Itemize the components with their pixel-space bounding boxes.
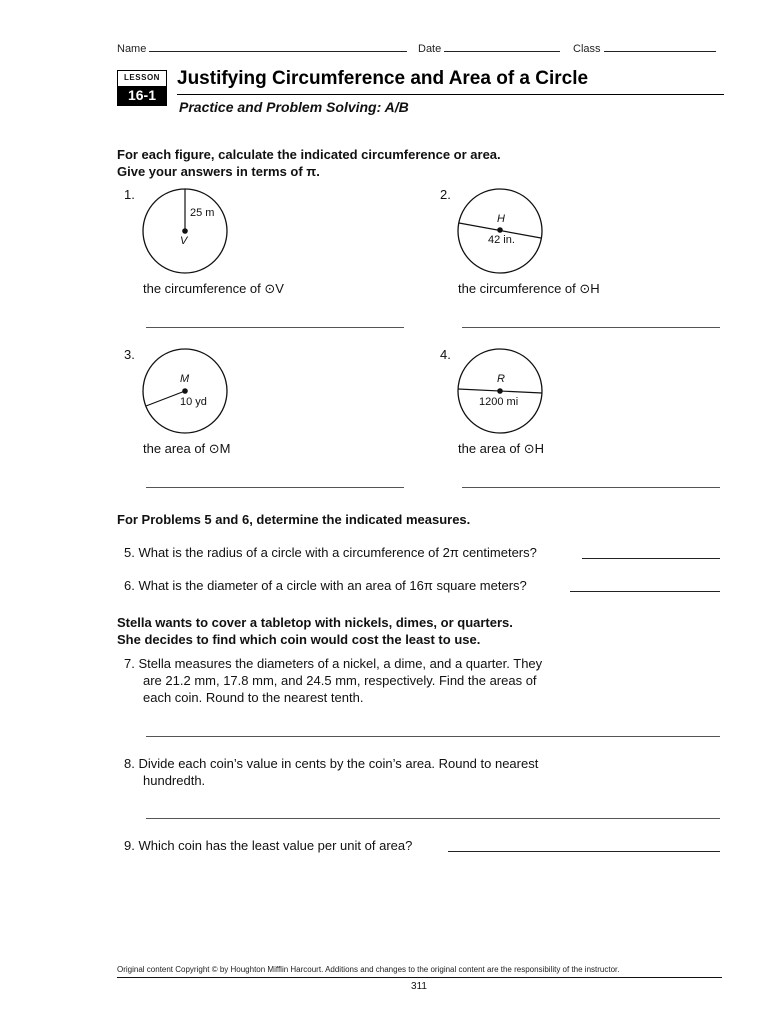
title-divider bbox=[177, 94, 724, 95]
figure-4-circle bbox=[455, 346, 547, 438]
figure-1-measure: 25 m bbox=[190, 207, 215, 219]
figure-4-center: R bbox=[497, 373, 505, 385]
section-2-heading: For Problems 5 and 6, determine the indicated measures. bbox=[117, 512, 471, 527]
date-blank[interactable] bbox=[444, 39, 560, 52]
question-5: 5. What is the radius of a circle with a circumference of 2π centimeters? bbox=[124, 545, 537, 560]
question-7-line-2: are 21.2 mm, 17.8 mm, and 24.5 mm, respectively. Find the areas of bbox=[143, 673, 537, 688]
section-3-heading-1: Stella wants to cover a tabletop with nickels, dimes, or quarters. bbox=[117, 615, 513, 630]
page-number: 311 bbox=[411, 981, 427, 992]
instructions-line-2: Give your answers in terms of π. bbox=[117, 164, 320, 179]
section-3-heading-2: She decides to find which coin would cost the least to use. bbox=[117, 632, 481, 647]
figure-1-center: V bbox=[180, 235, 188, 247]
class-label: Class bbox=[573, 43, 601, 55]
figure-2-measure: 42 in. bbox=[488, 234, 515, 246]
question-7-line-3: each coin. Round to the nearest tenth. bbox=[143, 690, 364, 705]
question-8-line-2: hundredth. bbox=[143, 773, 206, 788]
figure-1-number: 1. bbox=[124, 187, 135, 202]
class-blank[interactable] bbox=[604, 39, 716, 52]
footer-copyright: Original content Copyright © by Houghton Mifflin Harcourt. Additions and changes to the original content are the responsibility of the instructor. bbox=[117, 965, 620, 974]
class-field bbox=[573, 39, 716, 55]
answer-line-3[interactable] bbox=[146, 487, 404, 488]
question-6: 6. What is the diameter of a circle with an area of 16π square meters? bbox=[124, 578, 527, 593]
figure-2-number: 2. bbox=[440, 187, 451, 202]
figure-2-circle bbox=[455, 186, 547, 278]
date-field bbox=[418, 39, 560, 55]
figure-2-prompt: the circumference of ⊙H bbox=[458, 281, 600, 296]
answer-line-6[interactable] bbox=[570, 591, 720, 592]
question-9: 9. Which coin has the least value per unit of area? bbox=[124, 838, 413, 853]
figure-4-measure: 1200 mi bbox=[479, 396, 519, 408]
footer-divider bbox=[117, 977, 722, 978]
date-label: Date bbox=[418, 43, 442, 55]
name-label: Name bbox=[117, 43, 147, 55]
figure-3-measure: 10 yd bbox=[180, 396, 207, 408]
figure-1-prompt: the circumference of ⊙V bbox=[143, 281, 284, 296]
figure-3-prompt: the area of ⊙M bbox=[143, 441, 231, 456]
name-field bbox=[117, 39, 407, 55]
figure-4-number: 4. bbox=[440, 347, 451, 362]
figure-3-circle bbox=[140, 346, 232, 438]
answer-line-8[interactable] bbox=[146, 818, 720, 819]
answer-line-5[interactable] bbox=[582, 558, 720, 559]
name-blank[interactable] bbox=[149, 39, 407, 52]
page-title: Justifying Circumference and Area of a Circle bbox=[177, 68, 589, 89]
question-8-line-1: 8. Divide each coin’s value in cents by the coin’s area. Round to nearest bbox=[124, 756, 539, 771]
lesson-badge bbox=[117, 70, 167, 106]
instructions-line-1: For each figure, calculate the indicated circumference or area. bbox=[117, 147, 501, 162]
answer-line-1[interactable] bbox=[146, 327, 404, 328]
question-7-line-1: 7. Stella measures the diameters of a nickel, a dime, and a quarter. They bbox=[124, 656, 543, 671]
figure-2-center: H bbox=[497, 213, 505, 225]
figure-3-number: 3. bbox=[124, 347, 135, 362]
answer-line-2[interactable] bbox=[462, 327, 720, 328]
answer-line-9[interactable] bbox=[448, 851, 720, 852]
figure-1-circle bbox=[140, 186, 232, 278]
page-subtitle: Practice and Problem Solving: A/B bbox=[179, 99, 409, 115]
figure-3-center: M bbox=[180, 373, 190, 385]
answer-line-7[interactable] bbox=[146, 736, 720, 737]
answer-line-4[interactable] bbox=[462, 487, 720, 488]
lesson-number: 16-1 bbox=[118, 86, 166, 105]
lesson-word: LESSON bbox=[124, 73, 160, 82]
figure-4-prompt: the area of ⊙H bbox=[458, 441, 545, 456]
